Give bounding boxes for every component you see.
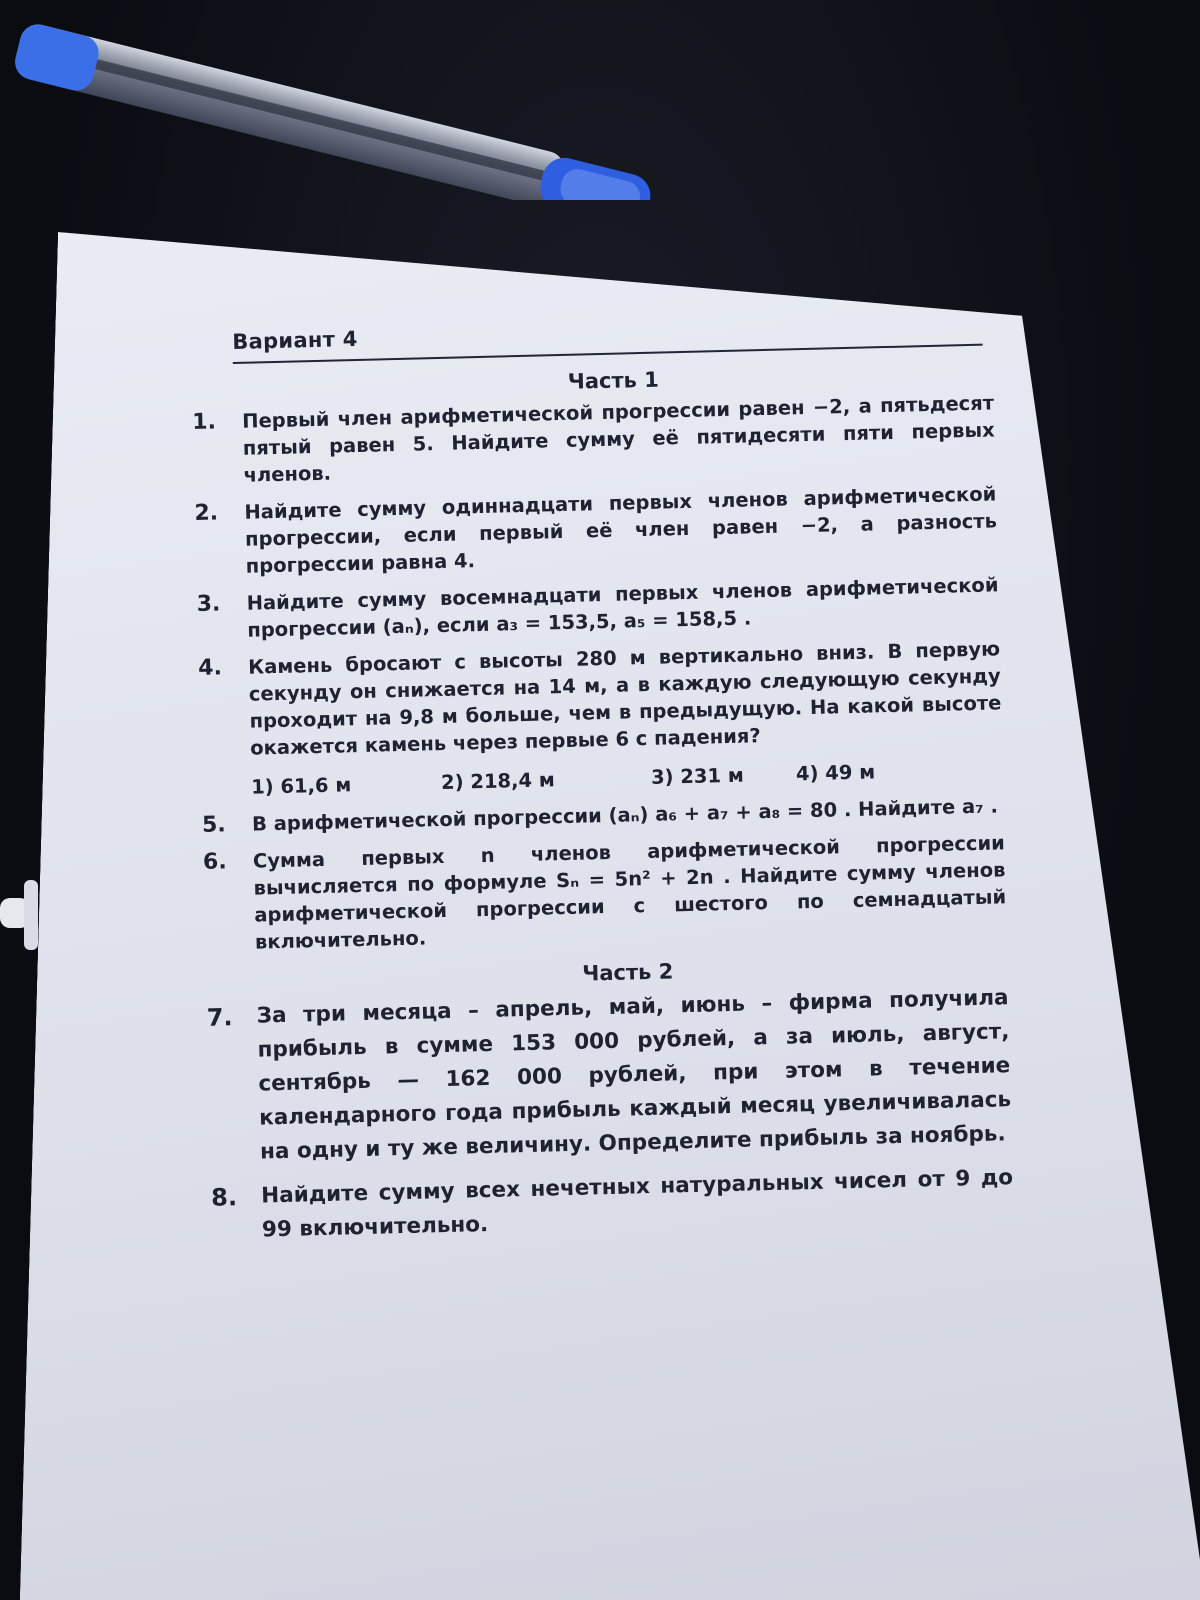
task-number: 4. <box>197 655 223 681</box>
plastic-clip-icon <box>0 880 40 950</box>
task-number: 7. <box>206 1003 233 1032</box>
answer-option: 2) 218,4 м <box>440 768 556 795</box>
part-2 <box>206 981 1014 1247</box>
worksheet <box>191 311 1014 1257</box>
task-text: В арифметической прогрессии (aₙ) a₆ + a₇ + a₈ = 80 . Найдите a₇ . <box>251 794 999 836</box>
task-text: Сумма первых n членов арифметической прогрессии вычисляется по формуле Sₙ = 5n² + 2n . Найдите сумму членов арифметической прогрессии с шестого по семнадцатый включительно. <box>252 831 1007 954</box>
task-3 <box>196 571 999 644</box>
answer-option: 4) 49 м <box>795 760 876 786</box>
answer-options <box>251 755 1003 800</box>
task-4 <box>197 635 1003 801</box>
variant-title: Вариант 4 <box>232 326 358 354</box>
task-number: 2. <box>194 500 219 526</box>
task-text: Камень бросают с высоты 280 м вертикально вниз. В первую секунду он снижается на 14 м, а в каждую следующую секунду проходит на 9,8 м больше, чем в предыдущую. На какой высоте окажется камень через первые 6 с падения? <box>247 637 1002 760</box>
answer-option: 1) 61,6 м <box>250 773 352 799</box>
task-number: 3. <box>196 591 221 617</box>
task-number: 8. <box>210 1183 238 1212</box>
answer-option: 3) 231 м <box>650 763 745 789</box>
task-text: За три месяца – апрель, май, июнь – фирма получила прибыль в сумме 153 000 рублей, а за июль, август, сентябрь — 162 000 рублей, при этом в течение календарного года прибыль каждый месяц увеличивалась на одну и ту же величину. Определите прибыль за ноябрь. <box>256 985 1012 1165</box>
part-1-title: Часть 1 <box>567 367 660 394</box>
task-8 <box>210 1161 1014 1248</box>
task-text: Найдите сумму одиннадцати первых членов арифметической прогрессии, если первый её член равен −2, а разность прогрессии равна 4. <box>244 482 998 578</box>
task-7 <box>206 981 1012 1170</box>
task-number: 5. <box>201 812 227 838</box>
task-1 <box>191 389 996 489</box>
task-text: Первый член арифметической прогрессии равен −2, а пятьдесят пятый равен 5. Найдите сумму её пятидесяти пяти первых членов. <box>241 391 995 487</box>
task-number: 6. <box>202 849 227 875</box>
task-2 <box>194 480 998 580</box>
task-text: Найдите сумму всех нечетных натуральных чисел от 9 до 99 включительно. <box>260 1165 1014 1243</box>
pen-icon <box>0 0 740 200</box>
task-number: 1. <box>191 409 217 435</box>
task-6 <box>202 829 1007 956</box>
part-2-title: Часть 2 <box>582 959 674 986</box>
task-5 <box>201 792 1004 838</box>
task-text: Найдите сумму восемнадцати первых членов арифметической прогрессии (aₙ), если a₃ = 153,5, a₅ = 158,5 . <box>246 573 999 642</box>
